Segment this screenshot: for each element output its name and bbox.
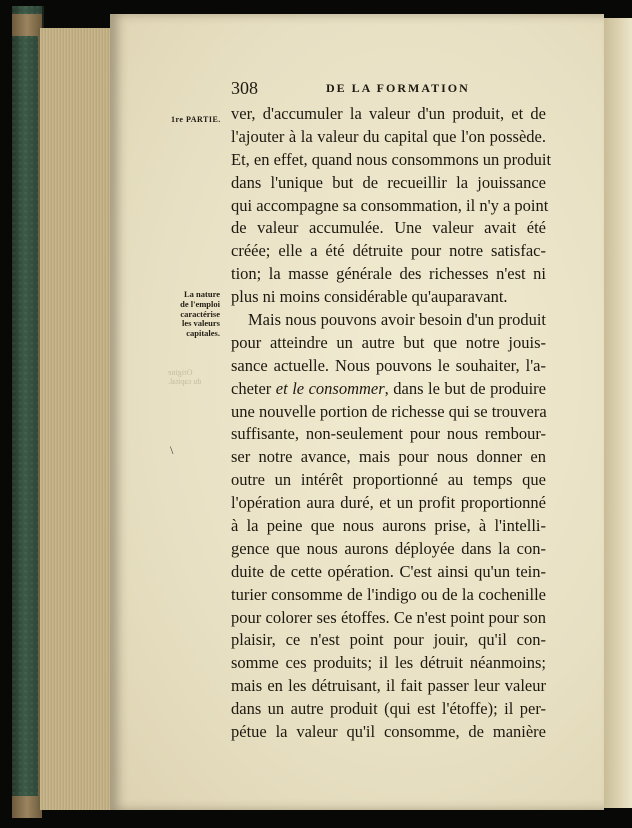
- text-line: turier consomme de l'indigo ou de la cochenille: [231, 584, 546, 604]
- text-line: de valeur accumulée. Une valeur avait été: [231, 218, 546, 238]
- text-line: dans un autre produit (qui est l'étoffe); il per-: [231, 699, 546, 719]
- text-line: ver, d'accumuler la valeur d'un produit, et de: [231, 104, 546, 123]
- ink-mark: \: [170, 443, 174, 457]
- part-label: 1re PARTIE.: [171, 115, 221, 124]
- page-number: 308: [231, 78, 258, 98]
- text-line: outre un intérêt proportionné au temps que: [231, 470, 546, 490]
- text-line: créée; elle a été détruite pour notre satisfac-: [231, 241, 546, 261]
- margin-note-line: les valeurs: [181, 318, 220, 329]
- text-line: mais en les détruisant, il fait passer leur valeur: [231, 676, 546, 696]
- text-segment: cheter: [231, 378, 276, 398]
- body-text: [231, 103, 552, 744]
- text-line: qui accompagne sa consommation, il n'y a point: [231, 195, 549, 215]
- text-line: Et, en effet, quand nous consommons un produit: [231, 149, 552, 169]
- text-line: pour atteindre un autre but que notre jouis-: [231, 332, 546, 352]
- page-edges: [38, 28, 112, 810]
- text-line: suffisante, non-seulement pour nous rembour-: [231, 424, 546, 444]
- text-line: duite de cette opération. C'est ainsi qu'un tein-: [231, 561, 546, 581]
- text-line: tion; la masse générale des richesses n'est ni: [231, 264, 546, 284]
- page-header: [231, 78, 546, 100]
- text-line-mixed: [231, 378, 546, 401]
- text-line: une nouvelle portion de richesse qui se trouvera: [231, 401, 547, 421]
- text-line: pétue la valeur qu'il consomme, de manière: [231, 722, 546, 742]
- running-title: DE LA FORMATION: [326, 81, 470, 95]
- text-line: dans l'unique but de recueillir la jouissance: [231, 172, 546, 192]
- show-through-text: Origine du capital.: [168, 368, 202, 386]
- text-line: à la peine que nous aurons prise, à l'intelli-: [231, 516, 546, 536]
- italic-phrase: et le consommer: [275, 378, 385, 398]
- margin-note-line: capitales.: [186, 328, 220, 339]
- margin-note-line: La nature: [184, 289, 220, 299]
- text-line: l'opération aura duré, et un profit proportionné: [231, 493, 546, 513]
- text-line: somme ces produits; il les détruit néanmoins;: [231, 653, 546, 673]
- margin-note-line: caractérise: [180, 308, 220, 319]
- text-line: gence que nous aurons déployée dans la con-: [231, 538, 546, 558]
- margin-note-line: de l'emploi: [180, 298, 220, 309]
- text-line: pour colorer ses étoffes. Ce n'est point pour son: [231, 607, 546, 627]
- text-line: ser notre avance, mais pour nous donner en: [231, 447, 546, 467]
- text-line: plaisir, ce n'est point pour jouir, qu'il con-: [231, 630, 546, 650]
- margin-note: [163, 290, 220, 339]
- facing-page-edge: [604, 18, 632, 808]
- text-segment: , dans le but de produire: [384, 378, 546, 398]
- text-line: l'ajouter à la valeur du capital que l'on possède.: [231, 126, 546, 146]
- text-line: Mais nous pouvons avoir besoin d'un produit: [248, 310, 546, 330]
- text-line: sance actuelle. Nous pouvons le souhaiter, l'a-: [231, 355, 546, 375]
- text-line: plus ni moins considérable qu'auparavant.: [231, 287, 508, 307]
